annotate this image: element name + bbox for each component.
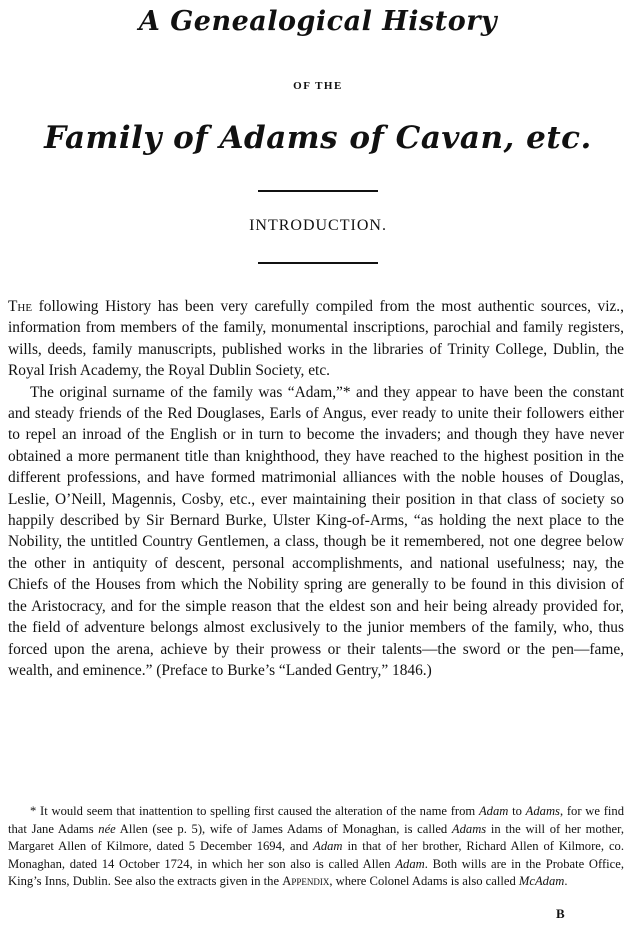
divider-bottom [258,262,378,264]
paragraph-2: The original surname of the family was “Adam,”* and they appear to have been the constant and steady friends of the Red Douglases, Earls of Angus, ever ready to unite their followers either to repel an inroad of the English or in turn to become the invaders; and though they have never obtained a more permanent title than knighthood, they have reached to the highest position in the different professions, and have formed matrimonial alliances with the noble houses of Douglas, Leslie, O’Neill, Magennis, Cosby, etc., ever maintaining their position in that class of society so happily described by Sir Bernard Burke, Ulster King-of-Arms, “as holding the next place to the Nobility, the untitled Country Gentlemen, a class, though be it remembered, not one degree below the other in antiquity of descent, personal accomplishments, and national usefulness; nay, the Chiefs of the Houses from which the Nobility spring are generally to be found in this division of the Aristocracy, and for the simple reason that the eldest son and heir being already provided for, the field of adventure belongs almost exclusively to the junior members of the family, who, thus forced upon the arena, achieve by their prowess or their talents—the sword or the pen—fame, wealth, and eminence.” (Preface to Burke’s “Landed Gentry,” 1846.) [8,383,624,679]
footnote-text: Allen (see p. 5), wife of James Adams of Monaghan, is called [115,821,452,836]
title-line-2: Family of Adams of Cavan, etc. [44,120,592,156]
footnote-italic: Adams [525,804,560,818]
footnote-appendix: Appendix [282,874,330,889]
footnote-text: , where Colonel Adams is also called [329,874,519,889]
footnote [8,803,624,891]
footnote-italic: Adam [395,856,425,871]
section-heading: INTRODUCTION. [249,217,387,234]
paragraph-1 [8,296,624,382]
footnote-text: . [564,874,568,889]
paragraph-1-text: following History has been very carefully compiled from the most authentic sources, viz., information from members of the family, monumental inscriptions, parochial and family registers, wills, deeds, family manuscripts, published works in the libraries of Trinity College, Dublin, the Royal Irish Academy, the Royal Dublin Society, etc. [8,298,624,380]
footnote-text: * It would seem that inattention to spelling first caused the alteration of the name from [30,804,479,818]
footnote-text: . Both wills are in the Probate Office, King’s Inns, Dublin. See also the extracts given in the [8,856,625,889]
signature-mark: B [556,906,565,921]
paragraph-1-lead: The [8,298,33,315]
footnote-italic: Adam [478,804,509,818]
body-text [8,296,624,681]
footnote-italic: Adams [451,821,487,836]
footnote-italic: Adam [313,839,343,854]
footnote-text: to [508,804,526,818]
divider-top [258,190,378,192]
footnote-text: in that of her brother, Richard Allen of Kilmore, co. Monaghan, dated 14 October 1724, in which her son also is called Allen [8,839,624,871]
footnote-italic: McAdam [518,874,565,889]
title-line-1: A Genealogical History [138,6,498,37]
footnote-italic: née [98,821,116,836]
footnote-text: in the will of her mother, Margaret Allen of Kilmore, dated 5 December 1694, and [8,821,624,854]
footnote-text: , for we find that Jane Adams [8,804,625,836]
title-connector: OF THE [293,80,343,92]
